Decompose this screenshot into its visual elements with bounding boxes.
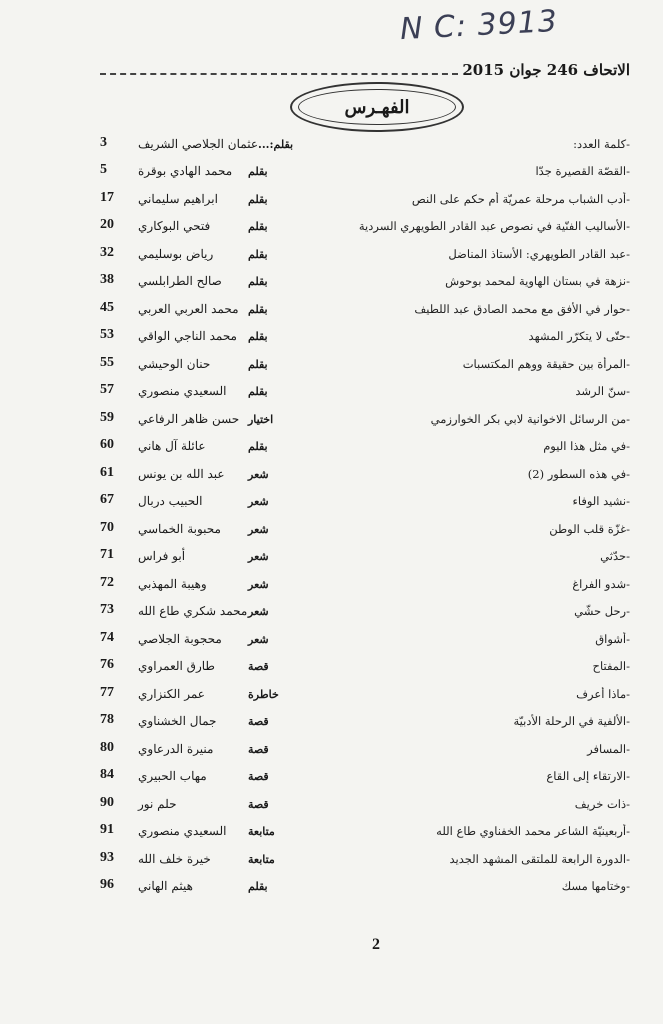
toc-entry-title: -الدورة الرابعة للملتقى المشهد الجديد (449, 851, 630, 866)
toc-entry-title: -المسافر (587, 741, 630, 756)
toc-entry-title: -ماذا أعرف (576, 686, 630, 701)
toc-entry-title: -نزهة في بستان الهاوية لمحمد بوحوش (445, 274, 630, 288)
toc-entry-author: محمد شكري طاع الله (138, 604, 248, 618)
toc-title: الفهـرس (298, 89, 456, 125)
toc-entry (100, 289, 630, 317)
toc-entry-title: -شدو الفراغ (572, 576, 630, 591)
toc-entry-page: 5 (100, 162, 107, 177)
toc-entry-title: -الأساليب الفنّية في نصوص عبد القادر الطويهري السردية (358, 219, 630, 233)
toc-entry-author: هيثم الهاني (138, 879, 193, 893)
toc-entry-kind: بقلم (248, 275, 268, 288)
toc-entry-title: -غزّة قلب الوطن (549, 521, 630, 536)
toc-entry-kind: قصة (248, 660, 269, 673)
toc-entry-kind: بقلم (248, 302, 268, 316)
toc-entry (100, 729, 630, 757)
toc-entry-kind: بقلم (248, 385, 268, 398)
toc-entry-page: 72 (100, 574, 114, 590)
toc-entry-title: -الارتقاء إلى القاع (546, 769, 630, 783)
toc-entry (100, 564, 630, 592)
toc-entry (100, 399, 630, 427)
toc-entry-author: عائلة آل هاني (138, 439, 206, 453)
toc-entry-page: 74 (100, 629, 114, 645)
toc-entry-kind: اختيار (248, 412, 274, 426)
toc-entry (100, 317, 630, 345)
toc-entry-author: محمد العربي العربي (138, 301, 239, 316)
toc-entry-title: -المرأة بين حقيقة ووهم المكتسبات (462, 356, 630, 371)
toc-entry-page: 20 (100, 217, 114, 232)
toc-entry-kind: بقلم (248, 192, 268, 206)
toc-entry-author: محمد الهادي بوقرة (138, 164, 233, 178)
toc-entry (100, 482, 630, 510)
toc-entry-author: الحبيب دربال (138, 494, 203, 508)
table-of-contents (100, 124, 630, 894)
toc-entry-author: فتحي البوكاري (138, 219, 211, 233)
toc-entry-page: 53 (100, 327, 114, 342)
toc-entry-title: -من الرسائل الاخوانية لابي بكر الخوارزمي (430, 411, 630, 426)
toc-entry-title: -حتّى لا يتكرّر المشهد (528, 329, 630, 343)
toc-entry-page: 45 (100, 299, 114, 315)
toc-entry (100, 674, 630, 702)
toc-entry (100, 647, 630, 675)
toc-entry-author: وهيبة المهذبي (138, 576, 207, 591)
toc-entry-page: 96 (100, 877, 114, 892)
toc-entry-author: حلم نور (138, 796, 177, 811)
toc-entry-kind: متابعة (248, 852, 275, 866)
toc-entry-kind: بقلم (248, 440, 268, 453)
toc-entry-page: 55 (100, 354, 114, 370)
toc-entry-page: 38 (100, 272, 114, 287)
toc-entry-title: -سنّ الرشد (575, 384, 630, 398)
toc-entry (100, 702, 630, 730)
toc-entry (100, 537, 630, 565)
toc-entry-author: جمال الخشناوي (138, 714, 217, 728)
handwritten-annotation: N C: 3913 (399, 3, 559, 48)
toc-entry-title: -أشواق (595, 631, 630, 646)
toc-entry-title: -في هذه السطور (2) (527, 466, 630, 481)
toc-entry-page: 77 (100, 684, 114, 700)
toc-entry-kind: خاطرة (248, 687, 279, 701)
toc-entry-kind: شعر (248, 522, 269, 536)
toc-entry (100, 867, 630, 895)
running-header (100, 58, 630, 82)
toc-entry-author: مهاب الحبيري (138, 769, 207, 783)
toc-entry (100, 757, 630, 785)
header-rule (100, 73, 458, 75)
toc-entry-author: ابراهيم سليماني (138, 191, 218, 206)
toc-entry-kind: قصة (248, 797, 269, 811)
toc-entry (100, 784, 630, 812)
toc-entry-author: السعيدي منصوري (138, 384, 227, 398)
toc-entry (100, 427, 630, 455)
toc-entry-title: -رحل حشّي (574, 604, 630, 618)
toc-entry (100, 619, 630, 647)
toc-entry (100, 234, 630, 262)
toc-entry (100, 454, 630, 482)
toc-entry-page: 59 (100, 409, 114, 425)
toc-entry-page: 32 (100, 244, 114, 260)
toc-entry (100, 812, 630, 840)
toc-entry-page: 3 (100, 134, 107, 150)
toc-entry-kind: متابعة (248, 825, 275, 838)
toc-entry (100, 179, 630, 207)
toc-entry-kind: بقلم (248, 247, 268, 261)
toc-entry-kind: بقلم (248, 880, 268, 893)
toc-entry-page: 90 (100, 794, 114, 810)
toc-entry-page: 71 (100, 547, 114, 562)
toc-entry (100, 262, 630, 290)
toc-entry-author: أبو فراس (138, 549, 186, 563)
header-title: الاتحاف 246 جوان 2015 (462, 61, 630, 79)
toc-entry-page: 78 (100, 712, 114, 727)
toc-entry-page: 60 (100, 437, 114, 452)
toc-entry-author: منيرة الدرعاوي (138, 741, 214, 756)
toc-entry-kind: بقلم (248, 357, 268, 371)
toc-entry-page: 70 (100, 519, 114, 535)
toc-entry-page: 80 (100, 739, 114, 755)
toc-entry-author: محجوبة الجلاصي (138, 631, 222, 646)
toc-entry-page: 73 (100, 602, 114, 617)
toc-entry (100, 344, 630, 372)
toc-entry-kind: قصة (248, 770, 269, 783)
toc-entry-kind: بقلم:... (257, 137, 294, 151)
toc-entry-kind: شعر (248, 550, 269, 563)
toc-entry-title: -ذات خريف (574, 796, 630, 811)
toc-entry-title: -نشيد الوفاء (572, 494, 630, 508)
toc-entry-title: -أربعينيّة الشاعر محمد الخفناوي طاع الله (436, 824, 630, 838)
toc-entry-page: 17 (100, 189, 114, 205)
toc-entry-page: 67 (100, 492, 114, 507)
toc-entry-kind: بقلم (248, 165, 268, 178)
toc-entry-author: رياض بوسليمي (138, 246, 214, 261)
toc-entry-author: صالح الطرابلسي (138, 274, 222, 288)
toc-entry-author: محمد الناجي الواقي (138, 329, 237, 343)
toc-entry-kind: بقلم (248, 330, 268, 343)
toc-entry-author: خيرة خلف الله (138, 851, 211, 866)
toc-entry-page: 57 (100, 382, 114, 397)
toc-entry-page: 91 (100, 822, 114, 837)
toc-entry-kind: شعر (248, 605, 269, 618)
toc-entry-author: عثمان الجلاصي الشريف (138, 136, 258, 151)
page-number: 2 (372, 936, 380, 953)
toc-entry-title: -حدّثي (600, 549, 630, 563)
toc-entry-author: محبوبة الخماسي (138, 521, 221, 536)
toc-entry-kind: شعر (248, 467, 269, 481)
toc-entry-author: حنان الوحيشي (138, 356, 211, 371)
toc-entry (100, 207, 630, 235)
toc-entry-title: -القصّة القصيرة جدّا (535, 164, 630, 178)
toc-entry-kind: شعر (248, 495, 269, 508)
toc-entry-page: 76 (100, 657, 114, 672)
toc-entry-title: -المفتاح (592, 659, 630, 673)
toc-entry-title: -أدب الشباب مرحلة عمريّة أم حكم على النص (411, 191, 630, 206)
toc-entry (100, 372, 630, 400)
toc-entry-title: -عبد القادر الطويهري: الأستاذ المناضل (448, 246, 630, 261)
toc-entry (100, 509, 630, 537)
toc-entry-kind: قصة (248, 742, 269, 756)
toc-entry-page: 84 (100, 767, 114, 782)
toc-entry (100, 592, 630, 620)
toc-entry-kind: شعر (248, 632, 269, 646)
toc-entry-author: طارق العمراوي (138, 659, 215, 673)
toc-entry (100, 124, 630, 152)
toc-entry-author: عمر الكنزاري (138, 686, 205, 701)
toc-entry (100, 839, 630, 867)
toc-entry-title: -حوار في الأفق مع محمد الصادق عبد اللطيف (414, 301, 630, 316)
toc-entry-title: -في مثل هذا اليوم (543, 439, 630, 453)
toc-entry (100, 152, 630, 180)
toc-entry-kind: بقلم (248, 220, 268, 233)
toc-entry-kind: شعر (248, 577, 269, 591)
toc-entry-page: 61 (100, 464, 114, 480)
toc-entry-author: عبد الله بن يونس (138, 466, 225, 481)
toc-entry-title: -الألفية في الرحلة الأدبيّة (513, 714, 630, 728)
toc-entry-title: -وختامها مسك (561, 879, 630, 893)
toc-entry-title: -كلمة العدد: (573, 136, 630, 151)
toc-entry-page: 93 (100, 849, 114, 865)
toc-entry-author: حسن ظاهر الرفاعي (138, 411, 240, 426)
toc-entry-author: السعيدي منصوري (138, 824, 227, 838)
toc-entry-kind: قصة (248, 715, 269, 728)
